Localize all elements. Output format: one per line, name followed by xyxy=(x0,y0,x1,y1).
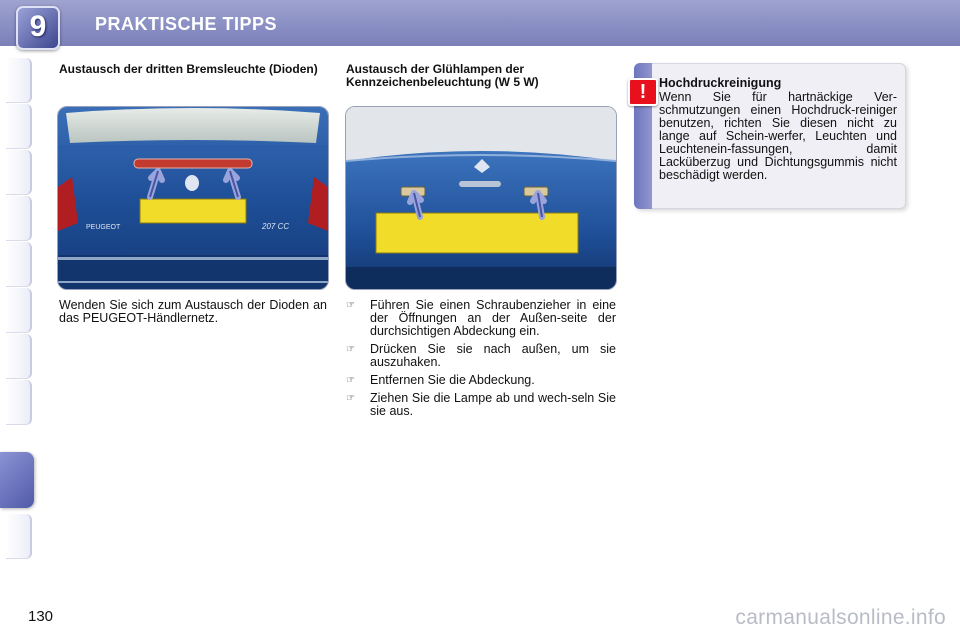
plate-lamp-steps xyxy=(346,299,616,423)
section-heading-plate-lamp: Austausch der Glühlampen der Kennzeichenbeleuchtung (W 5 W) xyxy=(346,62,539,89)
step-text: Ziehen Sie die Lampe ab und wech-seln Sie sie aus. xyxy=(370,391,616,418)
peugeot-lion-emblem xyxy=(185,175,199,191)
chapter-tab[interactable] xyxy=(6,288,32,333)
step-item xyxy=(346,392,616,418)
trunk-lid-illustration xyxy=(346,107,616,289)
chapter-tab[interactable] xyxy=(6,242,32,287)
section-heading-brake-light: Austausch der dritten Bremsleuchte (Dioden) xyxy=(59,62,318,76)
car-model-lettering: 207 CC xyxy=(262,222,290,231)
pointing-hand-icon: ☞ xyxy=(346,300,355,311)
chapter-tab[interactable] xyxy=(6,58,32,103)
step-text: Führen Sie einen Schraubenzieher in eine der Öffnungen an der Außen-seite der durchsichtigen Abdeckung ein. xyxy=(370,298,616,338)
chapter-number-badge xyxy=(16,6,60,50)
chapter-title: PRAKTISCHE TIPPS xyxy=(95,14,278,34)
rear-car-photo xyxy=(57,106,329,290)
chapter-tabs xyxy=(0,58,34,578)
brake-light-instruction: Wenden Sie sich zum Austausch der Dioden an das PEUGEOT-Händlernetz. xyxy=(59,298,327,325)
chapter-tab[interactable] xyxy=(6,150,32,195)
watermark: carmanualsonline.info xyxy=(735,606,946,629)
chapter-tab[interactable] xyxy=(6,334,32,379)
warning-title: Hochdruckreinigung xyxy=(659,76,782,90)
chapter-tab[interactable] xyxy=(6,104,32,149)
chapter-tab[interactable] xyxy=(6,196,32,241)
warning-text: Wenn Sie für hartnäckige Ver-schmutzungen einen Hochdruck-reiniger benutzen, richten Sie diesen nicht zu lange auf Schein-werfer, Leuchten und Leuchtenein-fassungen, damit Lacküberzug und Dichtungsgummis nicht beschädigt werden. xyxy=(659,90,897,182)
chapter-tab-active[interactable] xyxy=(0,452,34,508)
pointing-hand-icon: ☞ xyxy=(346,375,355,386)
pointing-hand-icon: ☞ xyxy=(346,344,355,355)
trunk-lid-photo xyxy=(345,106,617,290)
step-item xyxy=(346,374,616,387)
warning-icon: ! xyxy=(628,78,658,106)
step-text: Entfernen Sie die Abdeckung. xyxy=(370,373,535,387)
rear-car-illustration xyxy=(58,107,328,289)
chapter-number: 9 xyxy=(29,10,47,43)
car-brand-lettering: PEUGEOT xyxy=(86,224,121,231)
step-text: Drücken Sie sie nach außen, um sie auszuhaken. xyxy=(370,342,616,369)
pointing-hand-icon: ☞ xyxy=(346,393,355,404)
page-number: 130 xyxy=(28,608,54,625)
chapter-tab[interactable] xyxy=(6,514,32,559)
chapter-tab[interactable] xyxy=(6,380,32,425)
step-item xyxy=(346,343,616,369)
step-item xyxy=(346,299,616,338)
